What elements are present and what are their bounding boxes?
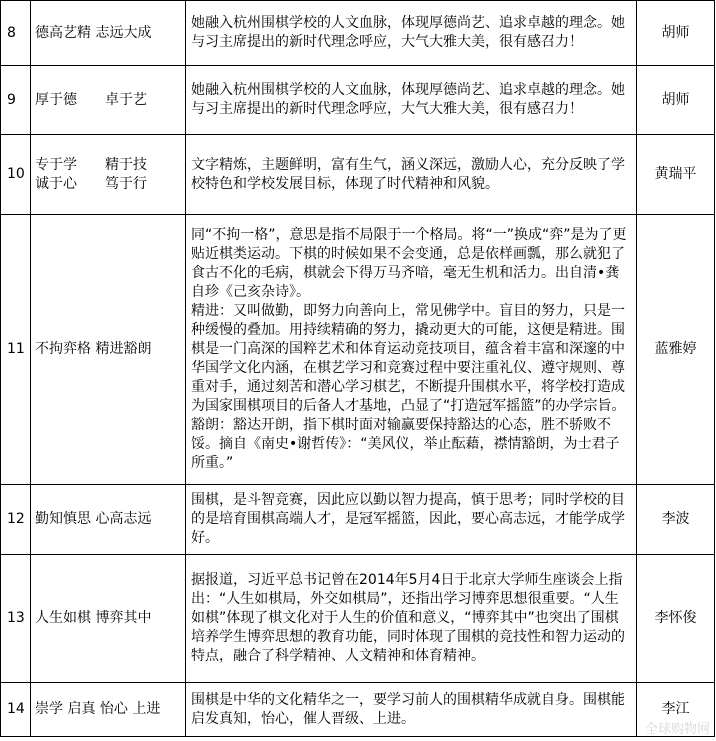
row-number: 14 — [1, 683, 31, 737]
slogan-cell: 人生如棋 博弈其中 — [31, 555, 186, 683]
watermark: 全球购物网 — [644, 722, 710, 737]
author-cell: 李波 — [637, 485, 715, 555]
table-row — [1, 555, 715, 683]
row-number: 12 — [1, 485, 31, 555]
table-row — [1, 683, 715, 737]
row-number: 10 — [1, 135, 31, 215]
author-cell: 胡师 — [637, 66, 715, 135]
table-row — [1, 485, 715, 555]
table-row — [1, 215, 715, 485]
description-cell: 围棋，是斗智竞赛，因此应以勤以智力提高，慎于思考；同时学校的目的是培育围棋高端人才，是冠军摇篮，因此，要心高志远，才能学成学好。 — [186, 485, 637, 555]
author-cell: 蓝雅婷 — [637, 215, 715, 485]
slogan-cell: 德高艺精 志远大成 — [31, 1, 186, 66]
table-row — [1, 135, 715, 215]
author-cell: 胡师 — [637, 1, 715, 66]
table-row — [1, 66, 715, 135]
slogan-cell: 崇学 启真 怡心 上进 — [31, 683, 186, 737]
author-cell: 李江 — [637, 683, 715, 737]
description-cell: 围棋是中华的文化精华之一，要学习前人的围棋精华成就自身。围棋能启发真知，怡心，催人晋级、上进。 — [186, 683, 637, 737]
description-cell: 文字精炼，主题鲜明，富有生气，涵义深远，激励人心，充分反映了学校特色和学校发展目标，体现了时代精神和风貌。 — [186, 135, 637, 215]
slogan-cell: 勤知慎思 心高志远 — [31, 485, 186, 555]
description-cell: 同“不拘一格”，意思是指不局限于一个格局。将“一”换成“弈”是为了更贴近棋类运动。下棋的时候如果不会变通，总是依样画瓢，那么就犯了食古不化的毛病，棋就会下得万马齐喑，毫无生机和活力。出自清•龚自珍《己亥杂诗》。 精进：又叫做勤，即努力向善向上，常见佛学中。盲目的努力，只是一种缓慢的叠加。用持续精确的努力，撬动更大的可能，这便是精进。围棋是一门高深的国粹艺术和体育运动竞技项目，蕴含着丰富和深邃的中华国学文化内涵，在棋艺学习和竞赛过程中要注重礼仪、遵守规则、尊重对手，通过刻苦和潜心学习棋艺，不断提升围棋水平，将学校打造成为国家围棋项目的后备人才基地，凸显了“打造冠军摇篮”的办学宗旨。 豁朗：豁达开朗，指下棋时面对输赢要保持豁达的心态，胜不骄败不馁。摘自《南史•谢哲传》：“美风仪，举止酝藉，襟情豁朗，为士君子所重。” — [186, 215, 637, 485]
slogan-cell: 专于学 精于技 诚于心 笃于行 — [31, 135, 186, 215]
description-cell: 据报道，习近平总书记曾在2014年5月4日于北京大学师生座谈会上指出：“人生如棋局，外交如棋局”，还指出学习博弈思想很重要。“人生如棋”体现了棋文化对于人生的价值和意义，“博弈其中”也突出了围棋培养学生博弈思想的教育功能，同时体现了围棋的竞技性和智力运动的特点，融合了科学精神、人文精神和体育精神。 — [186, 555, 637, 683]
author-cell: 黄瑞平 — [637, 135, 715, 215]
description-cell: 她融入杭州围棋学校的人文血脉，体现厚德尚艺、追求卓越的理念。她与习主席提出的新时代理念呼应，大气大雅大美，很有感召力！ — [186, 66, 637, 135]
row-number: 9 — [1, 66, 31, 135]
slogan-cell: 不拘弈格 精进豁朗 — [31, 215, 186, 485]
row-number: 13 — [1, 555, 31, 683]
row-number: 11 — [1, 215, 31, 485]
author-cell: 李怀俊 — [637, 555, 715, 683]
description-cell: 她融入杭州围棋学校的人文血脉，体现厚德尚艺、追求卓越的理念。她与习主席提出的新时代理念呼应，大气大雅大美，很有感召力！ — [186, 1, 637, 66]
row-number: 8 — [1, 1, 31, 66]
table-row — [1, 1, 715, 66]
slogan-cell: 厚于德 卓于艺 — [31, 66, 186, 135]
